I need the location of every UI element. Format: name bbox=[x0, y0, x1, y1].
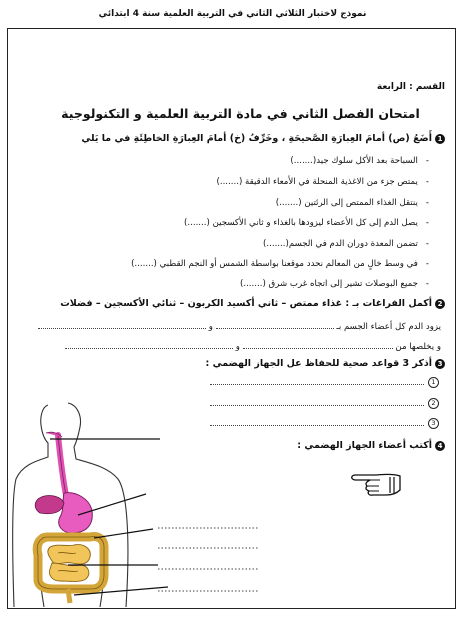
q1-item: -يمتص جزء من الاغذية المنحلة في الأمعاء الدقيقة (.......) bbox=[216, 177, 429, 187]
page-header: نموذج لاختبار الثلاثي الثاني في التربية العلمية سنة 4 ابتدائي bbox=[98, 9, 367, 19]
q2-line-2: و يخلصها من و bbox=[65, 340, 441, 352]
fill-blank[interactable] bbox=[216, 320, 334, 329]
q1-item: -السباحة بعد الأكل سلوك جيد(.......) bbox=[290, 156, 429, 166]
q3-prompt bbox=[206, 358, 445, 369]
q2-line-1: يزود الدم كل أعضاء الجسم بـ و bbox=[38, 320, 441, 332]
q1-item: -جميع البوصلات تشير إلى اتجاه غرب شرق (.......) bbox=[239, 279, 429, 289]
rectum bbox=[68, 589, 70, 603]
fill-blank[interactable] bbox=[243, 340, 393, 349]
fill-blank[interactable] bbox=[38, 320, 206, 329]
q1-prompt-text: أَضَعُ (ص) أمامَ العِبارَةِ الصَّحيحَةِ ، وخَرِّفُ (خ) أمامَ العِبارَةِ الخاطِئَةِ في ما يَلي bbox=[81, 133, 432, 144]
q1-item: -يصل الدم إلى كل الأعضاء ليزودها بالغذاء و ثاني الأكسجين (.......) bbox=[184, 218, 429, 228]
q1-number-badge: 1 bbox=[435, 134, 445, 144]
q4-prompt-text: أكتب أعضاء الجهاز الهضمي : bbox=[297, 440, 432, 451]
q3-number-badge: 3 bbox=[435, 359, 445, 369]
q3-prompt-text: أذكر 3 قواعد صحية للحفاظ عل الجهاز الهضمي : bbox=[205, 358, 432, 369]
digestive-system-diagram bbox=[8, 395, 308, 607]
exam-title: امتحان الفصل الثاني في مادة التربية العلمية و التكنولوجية bbox=[61, 106, 420, 121]
pointing-hand-icon bbox=[346, 470, 402, 498]
q2-number-badge: 2 bbox=[435, 299, 445, 309]
q3-answer-line[interactable]: 2 bbox=[210, 397, 439, 409]
label-answer-lines bbox=[158, 528, 258, 591]
q1-item: -ينتقل الغذاء الممتص إلى الرئتين (.......) bbox=[275, 198, 429, 208]
q1-item: -تضمن المعدة دوران الدم في الجسم(.......) bbox=[263, 239, 429, 249]
stomach bbox=[59, 493, 93, 533]
q4-prompt bbox=[297, 440, 445, 451]
q2-prompt bbox=[60, 298, 445, 309]
class-section-label: القسم : الرابعة bbox=[376, 82, 445, 92]
liver bbox=[35, 496, 64, 514]
q2-prompt-text: أكمل الفراغات بـ : غذاء ممتص – ثاني أكسيد الكربون – ثنائي الأكسجين – فضلات bbox=[60, 298, 432, 309]
q1-prompt bbox=[81, 133, 445, 144]
small-intestine bbox=[48, 545, 90, 582]
q4-number-badge: 4 bbox=[435, 441, 445, 451]
fill-blank[interactable] bbox=[65, 340, 233, 349]
q1-item: -في وسط خالٍ من المعالم نحدد موقعنا بواسطة الشمس أو النجم القطبي (.......) bbox=[131, 259, 429, 269]
q3-answer-line[interactable]: 3 bbox=[210, 417, 439, 429]
q3-answer-line[interactable]: 1 bbox=[210, 376, 439, 388]
